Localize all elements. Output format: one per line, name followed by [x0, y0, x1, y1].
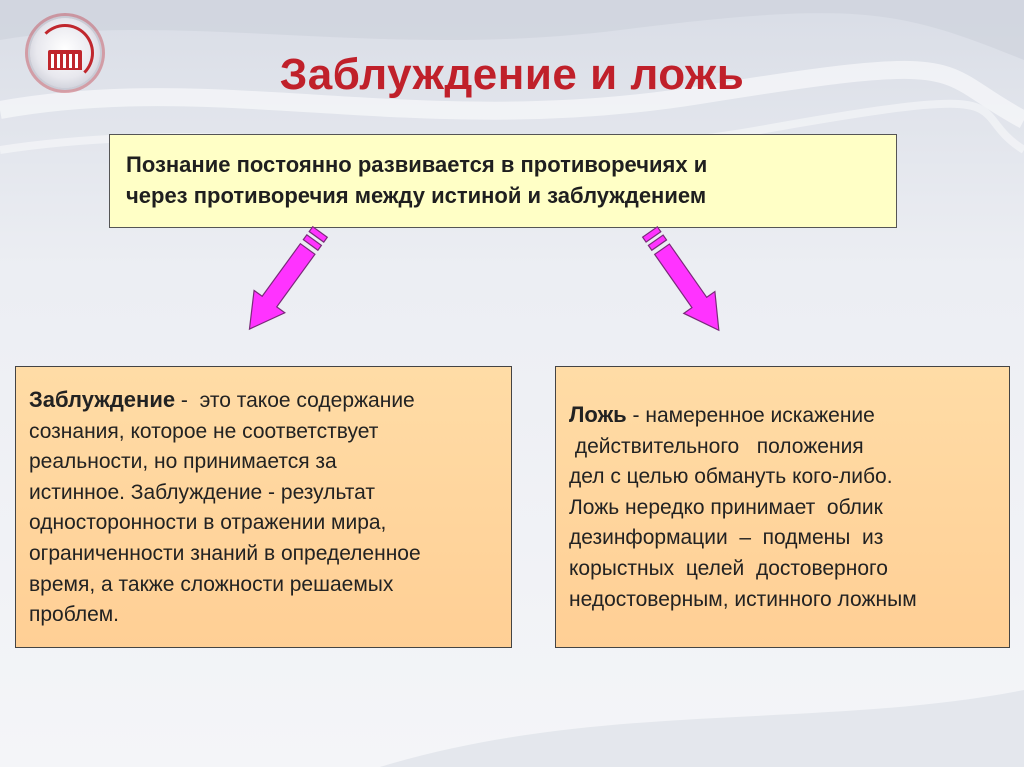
definition-line: Ложь нередко принимает облик	[569, 495, 883, 519]
thesis-box	[109, 134, 897, 228]
definition-line: истинное. Заблуждение - результат	[29, 480, 375, 504]
definition-text: намеренное искажение	[645, 404, 875, 427]
definition-line: дел с целью обмануть кого-либо.	[569, 465, 893, 489]
thesis-line: через противоречия между истиной и заблуждением	[126, 183, 707, 208]
lie-term: Ложь	[569, 402, 627, 427]
definition-line: время, а также сложности решаемых	[29, 572, 394, 596]
slide-title: Заблуждение и ложь	[279, 50, 745, 99]
term-separator: -	[175, 389, 194, 412]
definition-line: дезинформации – подмены из	[569, 526, 884, 550]
definition-line: реальности, но принимается за	[29, 450, 337, 474]
delusion-term: Заблуждение	[29, 387, 176, 412]
thesis-line: Познание постоянно развивается в противоречиях и	[126, 152, 708, 177]
definition-line: проблем.	[29, 603, 120, 627]
definition-line: односторонности в отражении мира,	[29, 511, 387, 535]
definition-line: действительного положения	[569, 434, 864, 458]
delusion-definition-box	[15, 366, 512, 648]
term-separator: -	[626, 404, 646, 427]
definition-first-line	[29, 385, 511, 417]
definition-line: корыстных целей достоверного	[569, 556, 888, 580]
lie-definition-box	[555, 366, 1010, 648]
definition-line: недостоверным, истинного ложным	[569, 587, 917, 611]
definition-first-line	[569, 400, 1009, 432]
definition-text: это такое содержание	[193, 389, 415, 412]
definition-line: сознания, которое не соответствует	[29, 419, 379, 443]
definition-line: ограниченности знаний в определенное	[29, 541, 421, 565]
